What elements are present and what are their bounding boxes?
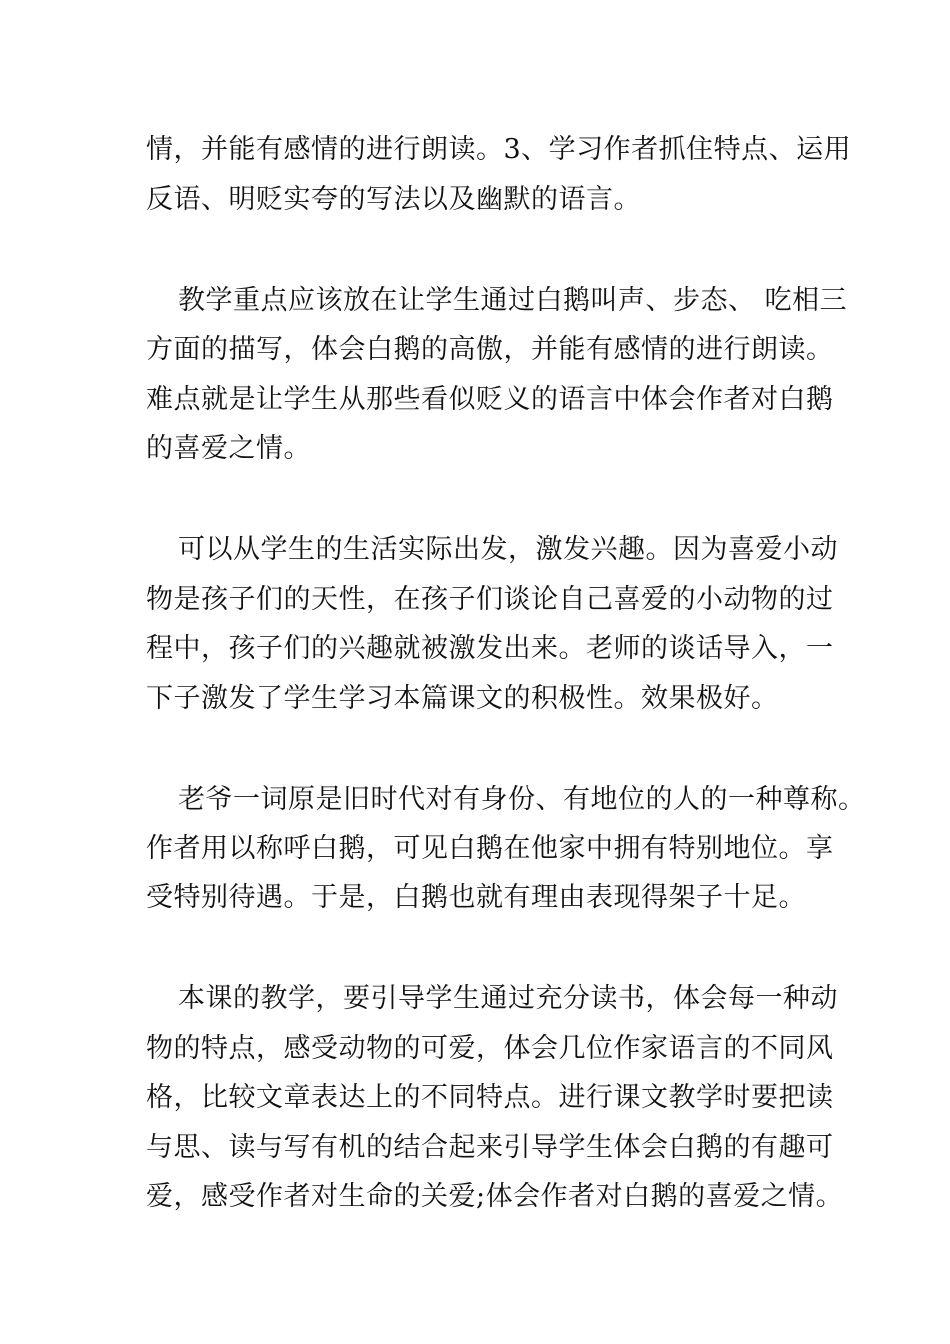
paragraph-2-line-3: 难点就是让学生从那些看似贬义的语言中体会作者对白鹅 — [146, 384, 834, 415]
paragraph-1-line-1: 情，并能有感情的进行朗读。3、学习作者抓住特点、运用 — [146, 134, 852, 165]
paragraph-5-line-4: 与思、读与写有机的结合起来引导学生体会白鹅的有趣可 — [146, 1132, 834, 1163]
paragraph-3-line-2: 物是孩子们的天性，在孩子们谈论自己喜爱的小动物的过 — [146, 584, 834, 615]
paragraph-5-line-2: 物的特点，感受动物的可爱，体会几位作家语言的不同风 — [146, 1033, 834, 1064]
paragraph-3-line-3: 程中，孩子们的兴趣就被激发出来。老师的谈话导入，一 — [146, 633, 834, 664]
paragraph-2-line-4: 的喜爱之情。 — [146, 433, 311, 464]
paragraph-2-line-2: 方面的描写，体会白鹅的高傲，并能有感情的进行朗读。 — [146, 334, 834, 365]
paragraph-5-line-5: 爱，感受作者对生命的关爱;体会作者对白鹅的喜爱之情。 — [146, 1181, 844, 1212]
paragraph-4-line-2: 作者用以称呼白鹅，可见白鹅在他家中拥有特别地位。享 — [146, 833, 834, 864]
paragraph-3-line-4: 下子激发了学生学习本篇课文的积极性。效果极好。 — [146, 683, 779, 714]
paragraph-2-line-1: 教学重点应该放在让学生通过白鹅叫声、步态、 吃相三 — [178, 285, 848, 316]
paragraph-4-line-1: 老爷一词原是旧时代对有身份、有地位的人的一种尊称。 — [178, 784, 866, 815]
paragraph-4-line-3: 受特别待遇。于是，白鹅也就有理由表现得架子十足。 — [146, 882, 806, 913]
paragraph-3-line-1: 可以从学生的生活实际出发，激发兴趣。因为喜爱小动 — [178, 534, 838, 565]
paragraph-5-line-3: 格，比较文章表达上的不同特点。进行课文教学时要把读 — [146, 1082, 834, 1113]
paragraph-5-line-1: 本课的教学，要引导学生通过充分读书，体会每一种动 — [178, 983, 838, 1014]
paragraph-1-line-2: 反语、明贬实夸的写法以及幽默的语言。 — [146, 184, 641, 215]
